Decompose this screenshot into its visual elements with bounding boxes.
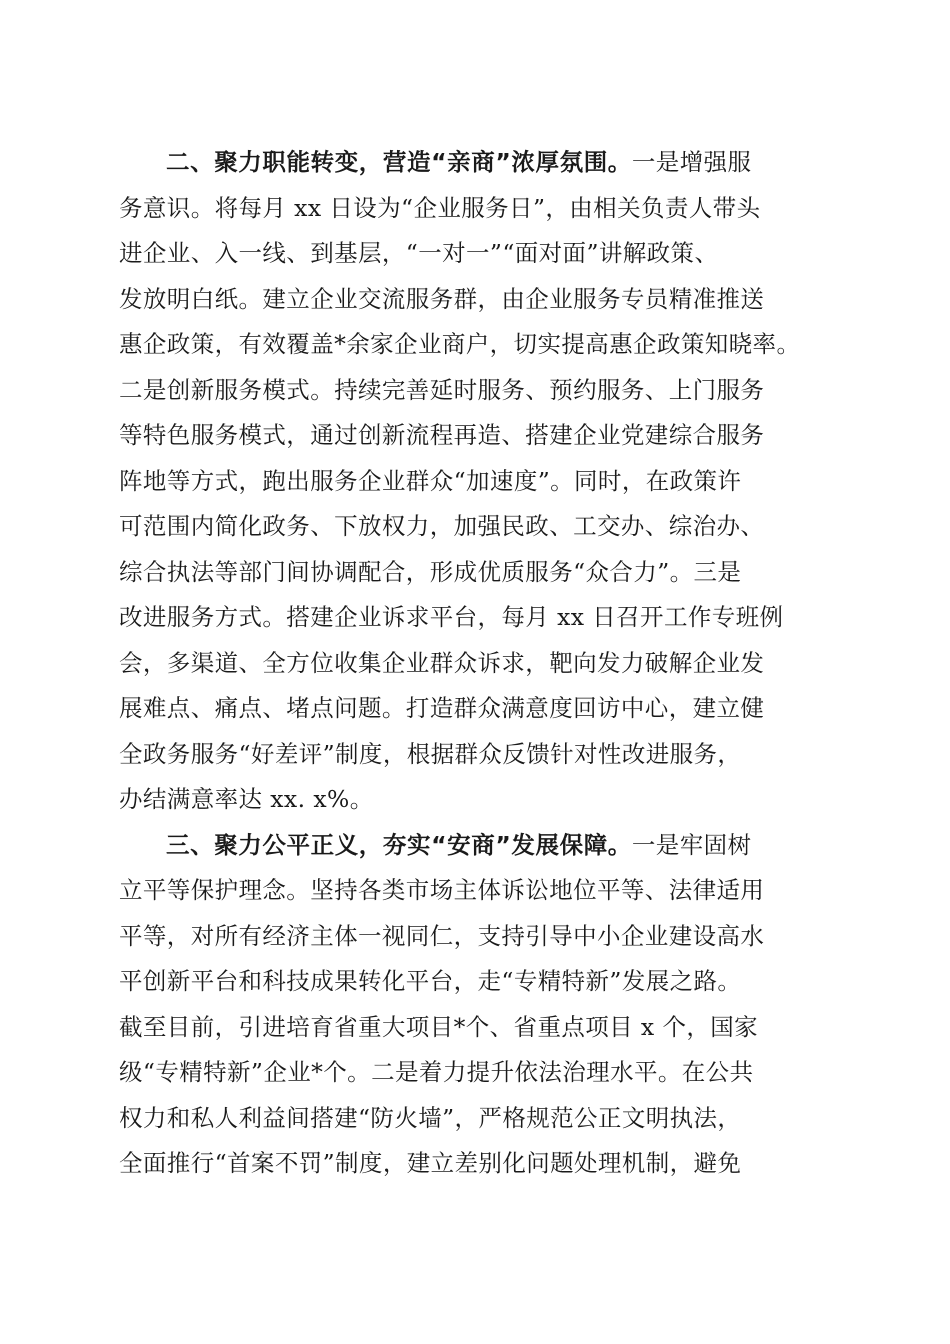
paragraph-text: 一是牢固树: [631, 830, 752, 859]
paragraph-text: 一是增强服: [631, 148, 752, 176]
paragraph-line: 全政务服务“好差评”制度，根据群众反馈针对性改进服务，: [119, 739, 742, 768]
paragraph-line: 可范围内简化政务、下放权力，加强民政、工交办、综治办、: [119, 512, 765, 540]
paragraph-line: 等特色服务模式，通过创新流程再造、搭建企业党建综合服务: [119, 421, 765, 449]
paragraph-2: [119, 823, 831, 1187]
paragraph-line: 平创新平台和科技成果转化平台，走“专精特新”发展之路。: [119, 967, 742, 995]
paragraph-line: 办结满意率达 xx. x%。: [119, 785, 374, 813]
paragraph-1: [119, 140, 831, 823]
paragraph-first-line: [119, 823, 831, 869]
paragraph-heading: 三、聚力公平正义，夯实“安商”发展保障。: [166, 830, 632, 859]
paragraph-line: 务意识。将每月 xx 日设为“企业服务日”，由相关负责人带头: [119, 193, 761, 222]
paragraph-line: 权力和私人利益间搭建“防火墙”，严格规范公正文明执法，: [119, 1103, 742, 1132]
paragraph-line: 阵地等方式，跑出服务企业群众“加速度”。同时，在政策许: [119, 466, 742, 495]
document-body: [119, 140, 831, 1187]
paragraph-line: 会，多渠道、全方位收集企业群众诉求，靶向发力破解企业发: [119, 648, 765, 677]
paragraph-line: 惠企政策，有效覆盖*余家企业商户，切实提高惠企政策知晓率。: [119, 330, 801, 358]
paragraph-heading: 二、聚力职能转变，营造“亲商”浓厚氛围。: [166, 148, 632, 176]
paragraph-line: 立平等保护理念。坚持各类市场主体诉讼地位平等、法律适用: [119, 876, 765, 904]
paragraph-line: 二是创新服务模式。持续完善延时服务、预约服务、上门服务: [119, 375, 765, 404]
paragraph-line: 改进服务方式。搭建企业诉求平台，每月 xx 日召开工作专班例: [119, 603, 784, 631]
paragraph-line: 全面推行“首案不罚”制度，建立差别化问题处理机制，避免: [119, 1149, 742, 1177]
paragraph-line: 综合执法等部门间协调配合，形成优质服务“众合力”。三是: [119, 557, 742, 586]
paragraph-line: 级“专精特新”企业*个。二是着力提升依法治理水平。在公共: [119, 1058, 754, 1086]
paragraph-line: 平等，对所有经济主体一视同仁，支持引导中小企业建设高水: [119, 921, 765, 950]
paragraph-line: 展难点、痛点、堵点问题。打造群众满意度回访中心，建立健: [119, 694, 765, 722]
paragraph-line: 截至目前，引进培育省重大项目*个、省重点项目 x 个，国家: [119, 1012, 759, 1041]
paragraph-first-line: [119, 140, 831, 186]
paragraph-line: 发放明白纸。建立企业交流服务群，由企业服务专员精准推送: [119, 284, 765, 313]
paragraph-line: 进企业、入一线、到基层，“一对一”“面对面”讲解政策、: [119, 239, 719, 267]
